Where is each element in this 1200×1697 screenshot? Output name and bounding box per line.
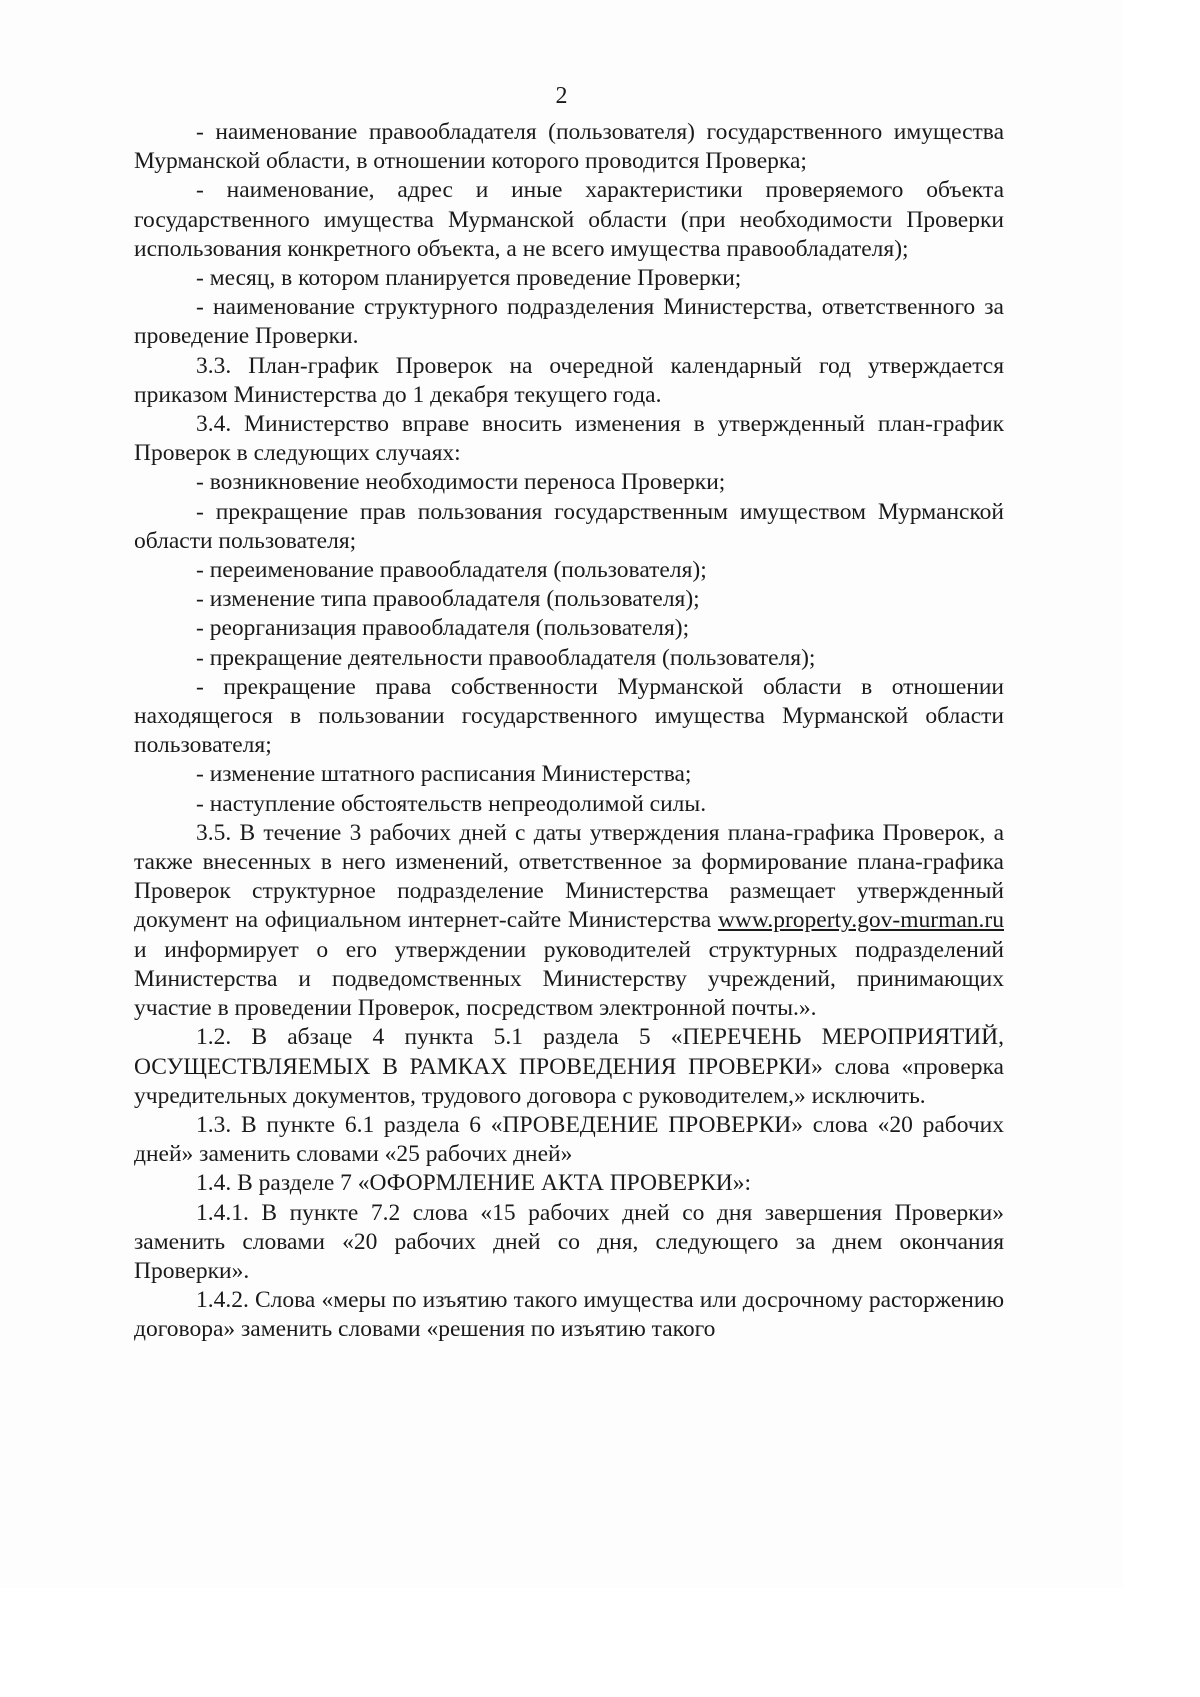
list-item: - прекращение деятельности правообладателя (пользователя); xyxy=(196,644,816,671)
list-item: - переименование правообладателя (пользователя); xyxy=(196,557,707,584)
list-item: - месяц, в котором планируется проведение Проверки; xyxy=(196,265,742,292)
clause-1-2: 1.2. В абзаце 4 пункта 5.1 раздела 5 «ПЕРЕЧЕНЬ МЕРОПРИЯТИЙ, ОСУЩЕСТВЛЯЕМЫХ В РАМКАХ ПРОВЕДЕНИЯ ПРОВЕРКИ» слова «проверка учредительных документов, трудового договора с руководителем,» исключить. xyxy=(134,1024,1004,1109)
list-item: - наименование правообладателя (пользователя) государственного имущества Мурманской области, в отношении которого проводится Проверка; xyxy=(134,119,1004,175)
clause-3-3: 3.3. План-график Проверок на очередной календарный год утверждается приказом Министерства до 1 декабря текущего года. xyxy=(134,352,1004,408)
clause-1-4-2: 1.4.2. Слова «меры по изъятию такого имущества или досрочному расторжению договора» заменить словами «решения по изъятию такого xyxy=(134,1287,1004,1343)
clause-3-5-text-end: и информирует о его утверждении руководителей структурных подразделений Министерства и подведомственных Министерству учреждений, принимающих участие в проведении Проверок, посредством электронной почты.». xyxy=(134,936,1004,1022)
list-item: - наименование, адрес и иные характеристики проверяемого объекта государственного имущества Мурманской области (при необходимости Проверки использования конкретного объекта, а не всего имущества правообладателя); xyxy=(134,177,1004,262)
clause-1-4: 1.4. В разделе 7 «ОФОРМЛЕНИЕ АКТА ПРОВЕРКИ»: xyxy=(196,1170,752,1197)
list-item: - возникновение необходимости переноса Проверки; xyxy=(196,469,726,496)
clause-1-3: 1.3. В пункте 6.1 раздела 6 «ПРОВЕДЕНИЕ ПРОВЕРКИ» слова «20 рабочих дней» заменить словами «25 рабочих дней» xyxy=(134,1111,1004,1168)
page-number: 2 xyxy=(555,83,568,109)
list-item: - изменение штатного расписания Министерства; xyxy=(196,761,692,788)
list-item: - прекращение прав пользования государственным имуществом Мурманской области пользователя; xyxy=(134,498,1004,554)
clause-1-4-1: 1.4.1. В пункте 7.2 слова «15 рабочих дней со дня завершения Проверки» заменить словами «20 рабочих дней со дня, следующего за днем окончания Проверки». xyxy=(134,1199,1004,1284)
list-item: - наступление обстоятельств непреодолимой силы. xyxy=(196,790,707,817)
list-item: - прекращение права собственности Мурманской области в отношении находящегося в пользовании государственного имущества Мурманской области пользователя; xyxy=(134,673,1004,759)
clause-3-4: 3.4. Министерство вправе вносить изменения в утвержденный план-график Проверок в следующих случаях: xyxy=(134,411,1004,467)
list-item: - реорганизация правообладателя (пользователя); xyxy=(196,615,690,642)
document-body xyxy=(134,118,1004,1345)
clause-3-5-text: 3.5. В течение 3 рабочих дней с даты утверждения плана-графика Проверок, а также внесенных в него изменений, ответственное за формирование плана-графика Проверок структурное подразделение Министерства размещает утвержденный документ на официальном интернет-сайте Министерства xyxy=(134,819,1004,934)
list-item: - наименование структурного подразделения Министерства, ответственного за проведение Проверки. xyxy=(134,294,1004,350)
list-item: - изменение типа правообладателя (пользователя); xyxy=(196,586,700,613)
clause-3-5 xyxy=(134,819,1004,1023)
website-link[interactable]: www.property.gov-murman.ru xyxy=(717,907,1004,934)
